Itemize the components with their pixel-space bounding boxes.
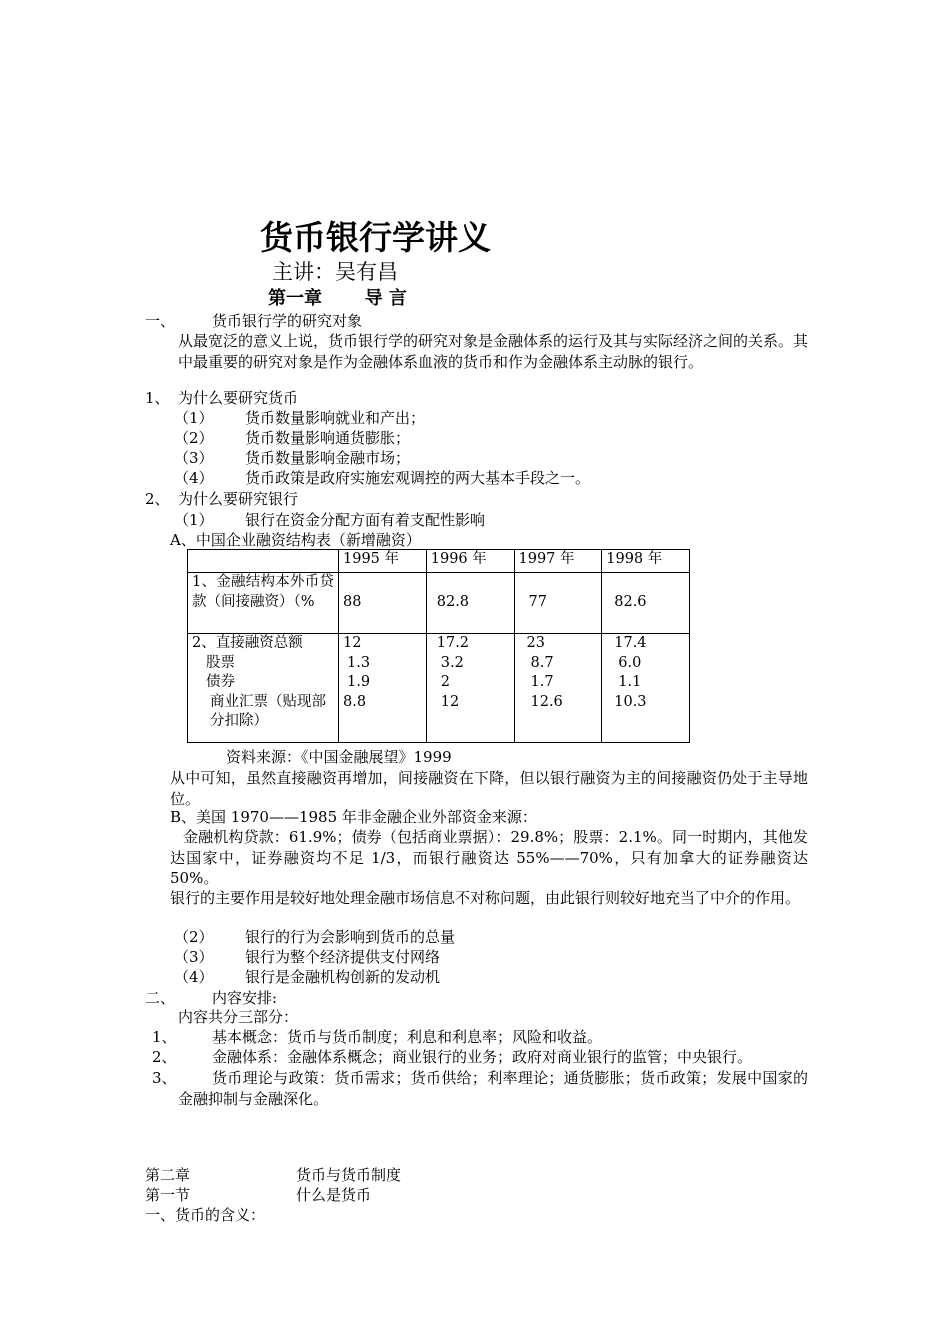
q1-item-1-number: （1） (174, 409, 214, 427)
chapter-2-name: 货币与货币制度 (296, 1166, 402, 1184)
label-bonds: 债券 (206, 674, 235, 690)
q1-item-2-number: （2） (174, 429, 214, 447)
financing-structure-table (187, 549, 690, 743)
row-label-direct (188, 634, 339, 743)
part-b-paragraph: 金融机构贷款：61.9%；债券（包括商业票据）：29.8%；股票：2.1%。同一时期内，其他发达国家中，证券融资均不足 1/3，而银行融资达 55%——70%，只有加拿大的证券融资达 50%。 (170, 828, 808, 887)
q2-item-1-text: 银行在资金分配方面有着支配性影响 (245, 511, 486, 529)
q1-item-3-number: （3） (174, 449, 214, 467)
table-caption: A、中国企业融资结构表（新增融资） (170, 531, 421, 549)
question-1-number: 1、 (145, 389, 170, 407)
section-2-intro: 内容共分三部分： (178, 1008, 299, 1026)
lecturer: 主讲：吴有昌 (272, 260, 398, 284)
cell-indirect-1995: 88 (339, 573, 427, 634)
table-row-indirect (188, 573, 690, 634)
table-source: 资料来源：《中国金融展望》1999 (226, 748, 452, 766)
label-direct-total: 2、直接融资总额 (192, 635, 303, 651)
value-total-1998: 17.4 (614, 635, 647, 651)
cell-indirect-1997: 77 (514, 573, 602, 634)
section-1-number: 一、 (145, 312, 176, 330)
q2-item-1-number: （1） (174, 511, 214, 529)
cell-direct-1997 (514, 634, 602, 743)
q1-item-4-text: 货币政策是政府实施宏观调控的两大基本手段之一。 (245, 469, 591, 487)
after-table-paragraph: 从中可知，虽然直接融资再增加，间接融资在下降，但以银行融资为主的间接融资仍处于主导地位。 (170, 769, 808, 808)
label-commercial-bills: 商业汇票（贴现部分扣除） (210, 693, 326, 729)
section-1-title: 货币银行学的研究对象 (212, 312, 363, 330)
q2-item-2-number: （2） (174, 928, 214, 946)
q1-item-3-text: 货币数量影响金融市场； (245, 449, 411, 467)
cell-indirect-1996: 82.8 (426, 573, 514, 634)
q1-item-4-number: （4） (174, 469, 214, 487)
question-2-number: 2、 (145, 490, 170, 508)
value-bills-1998: 10.3 (614, 693, 647, 710)
value-bills-1997: 12.6 (530, 693, 563, 710)
value-stocks-1996: 3.2 (440, 654, 464, 671)
header-cell-1998: 1998 年 (602, 550, 690, 573)
q1-item-2-text: 货币数量影响通货膨胀； (245, 429, 411, 447)
q2-item-4-text: 银行是金融机构创新的发动机 (245, 968, 441, 986)
question-2-title: 为什么要研究银行 (178, 490, 299, 508)
part-2-number: 2、 (152, 1048, 177, 1066)
header-cell-1996: 1996 年 (426, 550, 514, 573)
part-1-number: 1、 (152, 1028, 177, 1046)
part-b-paragraph-2: 银行的主要作用是较好地处理金融市场信息不对称问题，由此银行则较好地充当了中介的作用。 (170, 889, 801, 907)
part-3-number: 3、 (152, 1069, 177, 1087)
part-1-text: 基本概念：货币与货币制度；利息和利息率；风险和收益。 (212, 1028, 603, 1046)
value-total-1995: 12 (343, 635, 362, 651)
section-2-number: 二、 (145, 989, 176, 1007)
section-name: 什么是货币 (296, 1186, 372, 1204)
chapter-1-number: 第一章 (268, 288, 322, 309)
chapter-1-heading (268, 287, 407, 311)
header-cell-1995: 1995 年 (339, 550, 427, 573)
chapter-1-name: 导 言 (364, 288, 407, 309)
part-b-heading: B、美国 1970——1985 年非金融企业外部资金来源： (170, 808, 537, 826)
section-1-paragraph: 从最宽泛的意义上说，货币银行学的研究对象是金融体系的运行及其与实际经济之间的关系。其中最重要的研究对象是作为金融体系血液的货币和作为金融体系主动脉的银行。 (178, 332, 809, 371)
value-bills-1995: 8.8 (343, 693, 367, 710)
q2-item-4-number: （4） (174, 968, 214, 986)
value-bonds-1997: 1.7 (530, 674, 554, 690)
cell-direct-1995 (339, 634, 427, 743)
part-3-text: 货币理论与政策：货币需求；货币供给；利率理论；通货膨胀；货币政策；发展中国家的金融抑制与金融深化。 (178, 1069, 808, 1108)
value-stocks-1997: 8.7 (530, 654, 554, 671)
table-header-row (188, 550, 690, 573)
value-stocks-1995: 1.3 (347, 654, 371, 671)
value-total-1997: 23 (526, 635, 545, 651)
value-bills-1996: 12 (440, 693, 460, 710)
cell-direct-1998 (602, 634, 690, 743)
label-stocks: 股票 (206, 654, 235, 671)
cell-direct-1996 (426, 634, 514, 743)
section-number: 第一节 (145, 1186, 191, 1204)
question-1-title: 为什么要研究货币 (178, 389, 299, 407)
value-bonds-1995: 1.9 (347, 674, 371, 690)
document-title: 货币银行学讲义 (260, 218, 491, 257)
value-bonds-1996: 2 (440, 674, 450, 690)
value-bonds-1998: 1.1 (618, 674, 642, 690)
cell-indirect-1998: 82.6 (602, 573, 690, 634)
part-2-text: 金融体系：金融体系概念；商业银行的业务；政府对商业银行的监管；中央银行。 (212, 1048, 753, 1066)
section-2-title: 内容安排: (212, 989, 278, 1007)
q2-item-3-number: （3） (174, 948, 214, 966)
q2-item-3-text: 银行为整个经济提供支付网络 (245, 948, 441, 966)
q2-item-2-text: 银行的行为会影响到货币的总量 (245, 928, 456, 946)
table-row-direct (188, 634, 690, 743)
value-total-1996: 17.2 (436, 635, 470, 651)
money-meaning-heading: 一、货币的含义： (145, 1206, 266, 1224)
q1-item-1-text: 货币数量影响就业和产出； (245, 409, 426, 427)
header-cell-1997: 1997 年 (514, 550, 602, 573)
value-stocks-1998: 6.0 (618, 654, 642, 671)
header-cell-empty (188, 550, 339, 573)
row-label-indirect: 1、金融结构本外币贷款（间接融资）（% (188, 573, 339, 634)
chapter-2-number: 第二章 (145, 1166, 191, 1184)
